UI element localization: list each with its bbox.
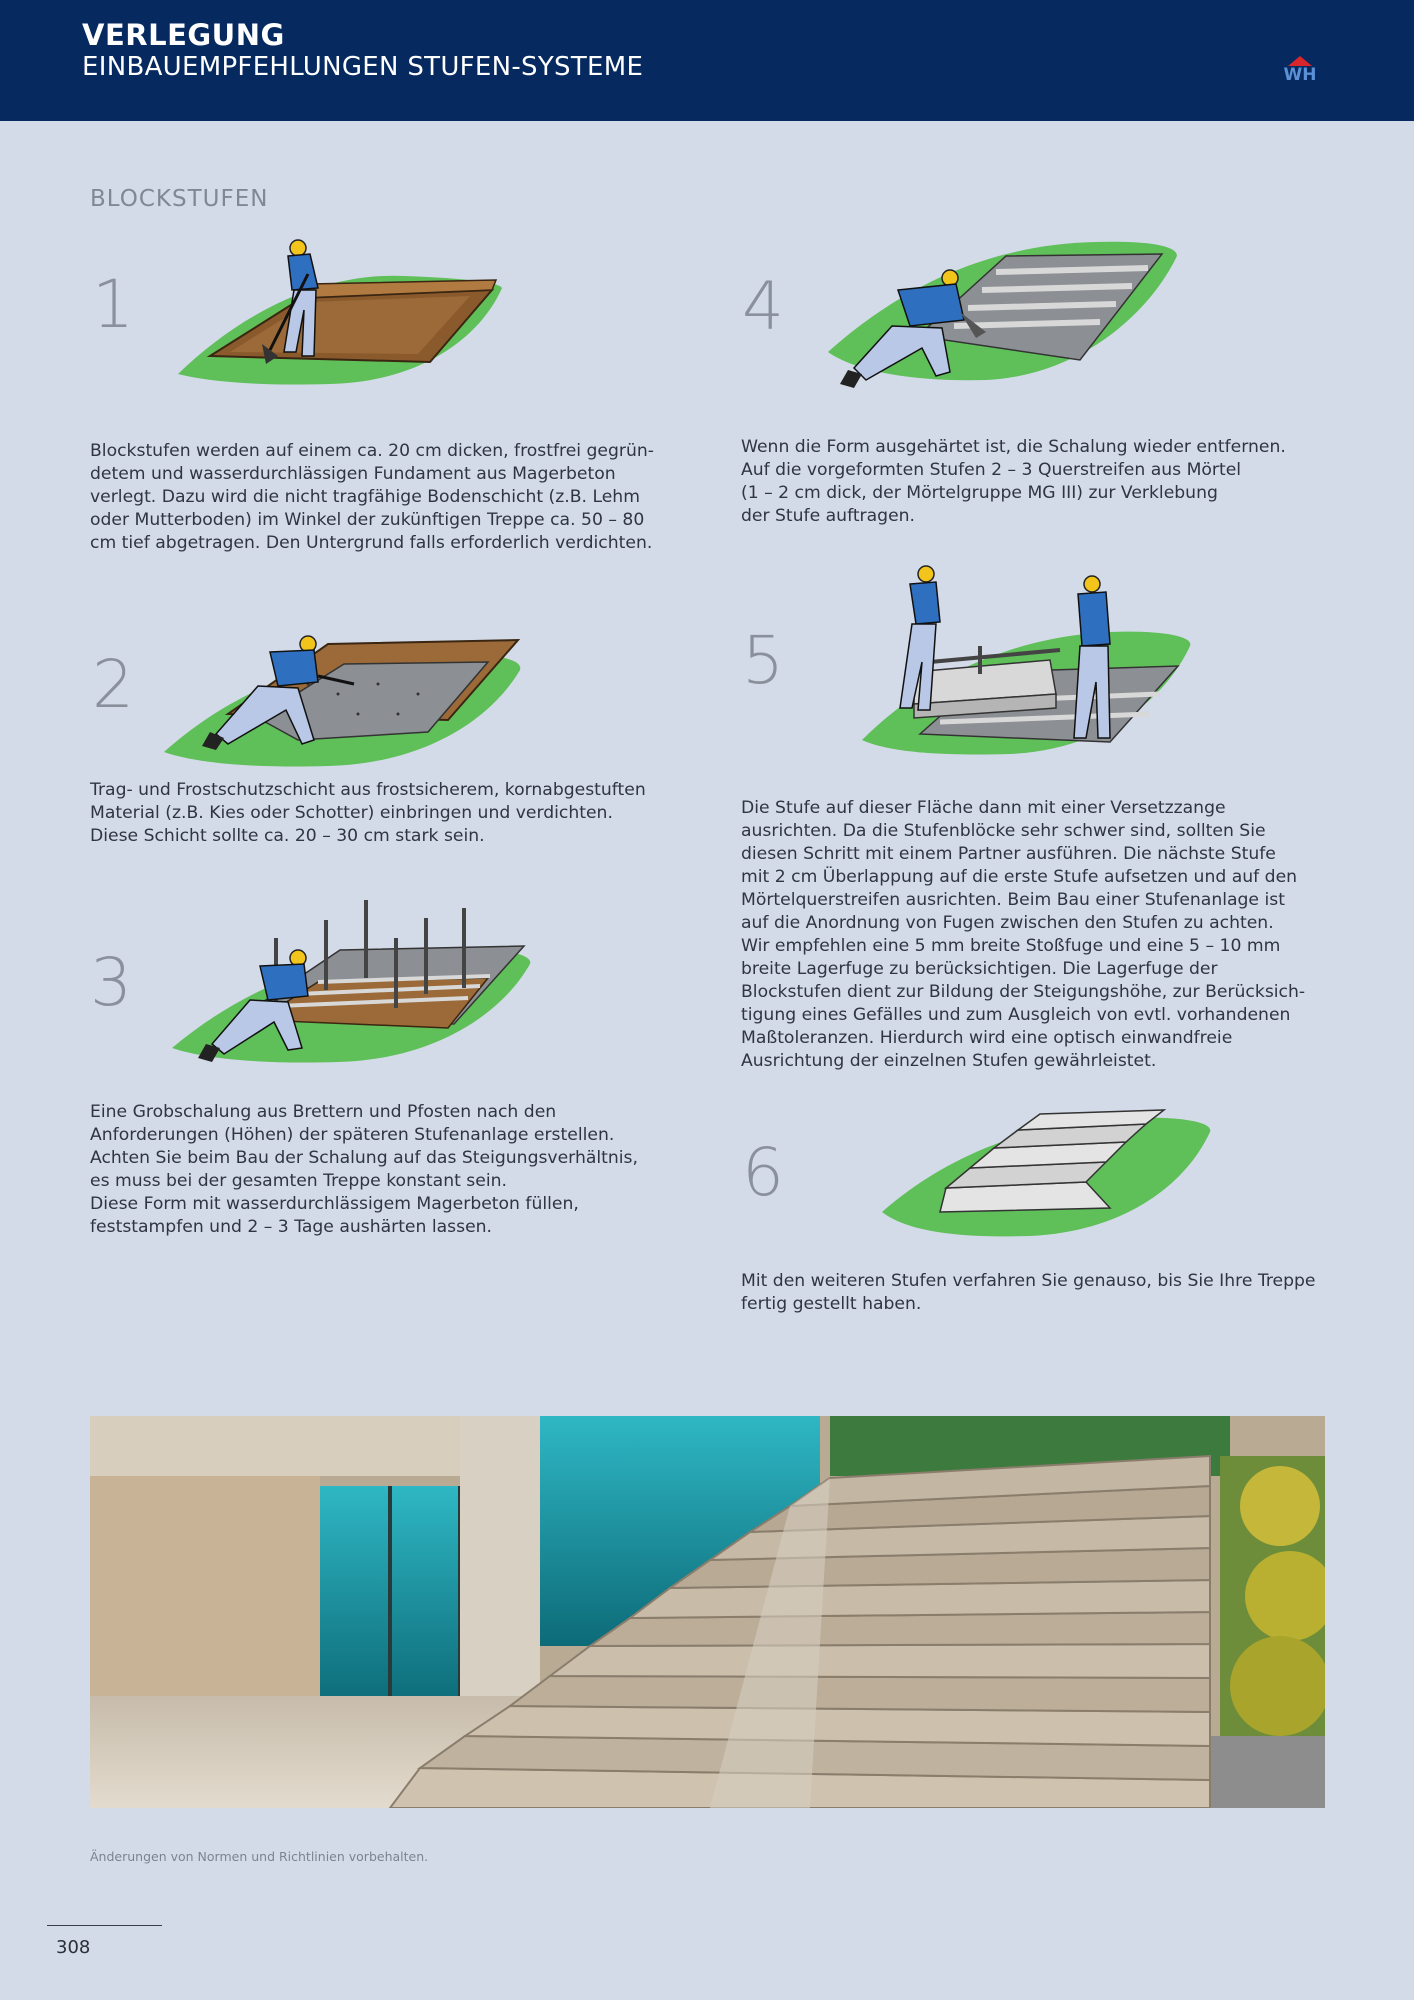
- footnote: Änderungen von Normen und Richtlinien vorbehalten.: [90, 1849, 429, 1864]
- header-subtitle: EINBAUEMPFEHLUNGEN STUFEN-SYSTEME: [82, 52, 644, 82]
- logo-text: WH: [1283, 65, 1317, 85]
- page-header: [0, 0, 1414, 121]
- step-2-illustration: [158, 614, 528, 774]
- step-1-text: Blockstufen werden auf einem ca. 20 cm dicken, frostfrei gegrün- detem und wasserdurchlässigen Fundament aus Magerbeton verlegt. Dazu wird die nicht tragfähige Bodenschicht (z.B. Lehm oder Mutterboden) im Winkel der zukünftigen Treppe ca. 50 – 80 cm tief abgetragen. Den Untergrund falls erforderlich verdichten.: [90, 441, 654, 553]
- page-number-rule: [47, 1925, 162, 1926]
- stairs-photo: [90, 1416, 1325, 1808]
- step-2-text: Trag- und Frostschutzschicht aus frostsicherem, kornabgestuften Material (z.B. Kies oder Schotter) einbringen und verdichten. Diese Schicht sollte ca. 20 – 30 cm stark sein.: [90, 780, 646, 846]
- step-5-text: Die Stufe auf dieser Fläche dann mit einer Versetzzange ausrichten. Da die Stufenblöcke sehr schwer sind, sollten Sie diesen Schritt mit einem Partner ausführen. Die nächste Stufe mit 2 cm Überlappung auf die erste Stufe aufsetzen und auf den Mörtelquerstreifen ausrichten. Beim Bau einer Stufenanlage ist auf die Anordnung von Fugen zwischen den Stufen zu achten. Wir empfehlen eine 5 mm breite Stoßfuge und eine 5 – 10 mm breite Lagerfuge zu berücksichtigen. Die Lagerfuge der Blockstufen dient zur Bildung der Steigungshöhe, zur Berücksich- tigung eines Gefälles und zum Ausgleich von evtl. vorhandenen Maßtoleranzen. Hierdurch wird eine optisch einwandfreie Ausrichtung der einzelnen Stufen gewährleistet.: [741, 798, 1306, 1071]
- step-3-number: 3: [90, 944, 132, 1021]
- step-1-number: 1: [92, 266, 134, 343]
- step-1-illustration: [170, 232, 510, 392]
- header-title: VERLEGUNG: [82, 18, 285, 52]
- step-3-illustration: [168, 898, 538, 1070]
- step-3-text: Eine Grobschalung aus Brettern und Pfosten nach den Anforderungen (Höhen) der späteren Stufenanlage erstellen. Achten Sie beim Bau der Schalung auf das Steigungsverhältnis, es muss bei der gesamten Treppe konstant sein. Diese Form mit wasserdurchlässigem Magerbeton füllen, feststampfen und 2 – 3 Tage aushärten lassen.: [90, 1102, 638, 1237]
- step-6-text: Mit den weiteren Stufen verfahren Sie genauso, bis Sie Ihre Treppe fertig gestellt haben.: [741, 1271, 1316, 1314]
- step-6-illustration: [880, 1108, 1216, 1242]
- step-4-number: 4: [742, 268, 784, 345]
- page-number: 308: [56, 1937, 91, 1958]
- step-5-number: 5: [742, 622, 784, 699]
- step-4-illustration: [826, 232, 1182, 402]
- step-6-number: 6: [742, 1134, 784, 1211]
- step-2-number: 2: [92, 646, 134, 723]
- step-5-illustration: [860, 562, 1196, 762]
- section-title: BLOCKSTUFEN: [90, 186, 269, 212]
- step-4-text: Wenn die Form ausgehärtet ist, die Schalung wieder entfernen. Auf die vorgeformten Stufen 2 – 3 Querstreifen aus Mörtel (1 – 2 cm dick, der Mörtelgruppe MG III) zur Verklebung der Stufe auftragen.: [741, 437, 1286, 526]
- house-logo-icon: [1270, 52, 1330, 86]
